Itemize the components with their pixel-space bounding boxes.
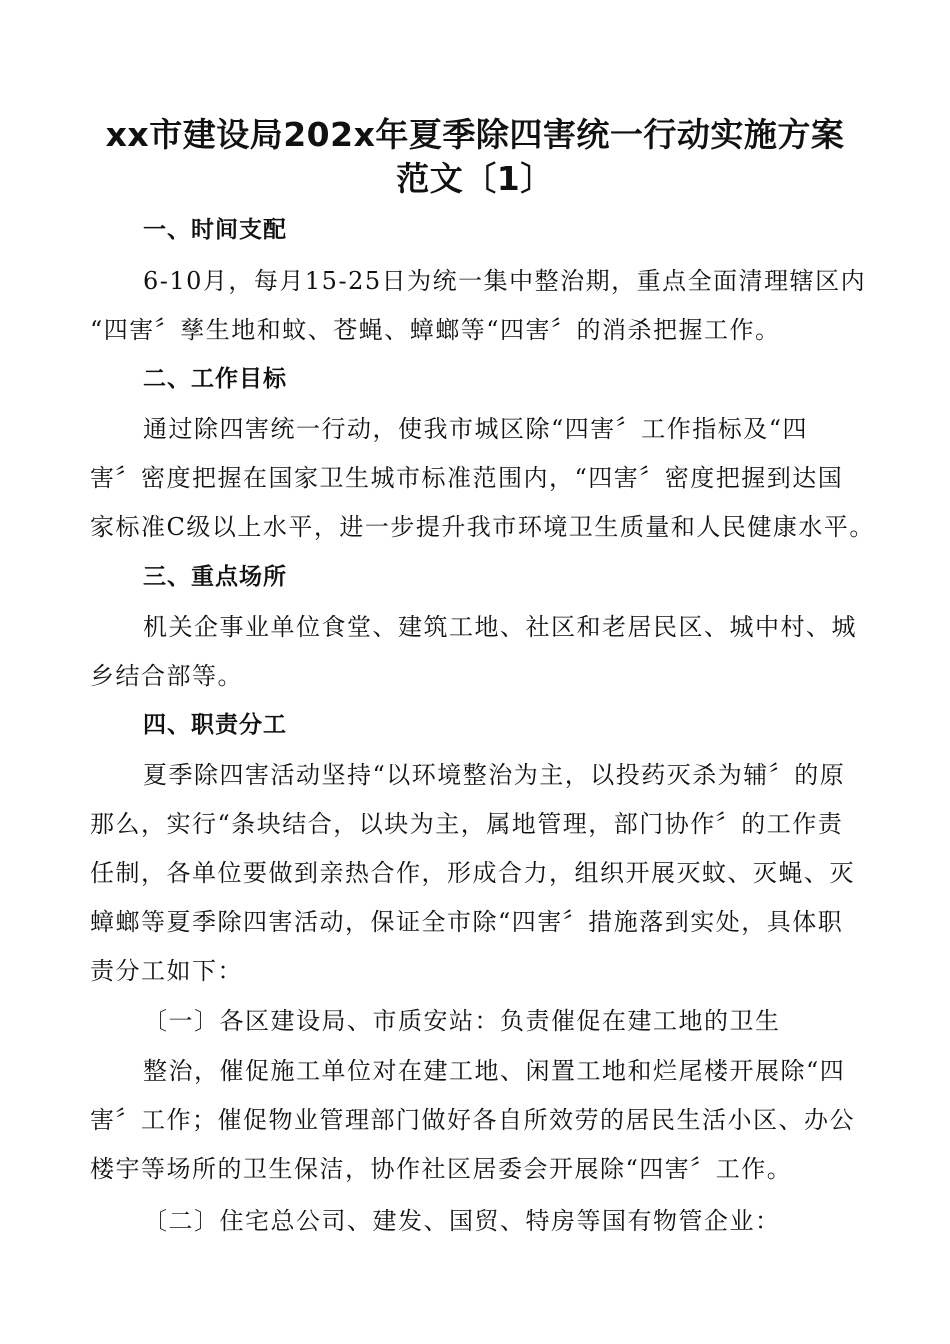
section-heading-responsibilities: 四、职责分工 [143, 712, 287, 738]
section-heading-key-places: 三、重点场所 [143, 564, 287, 590]
paragraph-line: 机关企事业单位食堂、建筑工地、社区和老居民区、城中村、城 [143, 613, 857, 641]
paragraph-line: 任制，各单位要做到亲热合作，形成合力，组织开展灭蚊、灭蝇、灭 [90, 859, 855, 887]
paragraph-line: 那么，实行“条块结合，以块为主，属地管理，部门协作〞的工作责 [90, 810, 844, 838]
paragraph-line: 责分工如下： [90, 957, 243, 985]
paragraph-line: 楼宇等场所的卫生保洁，协作社区居委会开展除“四害〞工作。 [90, 1155, 793, 1183]
paragraph-line: 蟑螂等夏季除四害活动，保证全市除“四害〞措施落到实处，具体职 [90, 908, 844, 936]
subsection-line: 〔二〕住宅总公司、建发、国贸、特房等国有物管企业： [143, 1207, 781, 1235]
section-heading-goals: 二、工作目标 [143, 366, 287, 392]
paragraph-line: 乡结合部等。 [90, 662, 243, 690]
paragraph-line: 害〞密度把握在国家卫生城市标准范围内，“四害〞密度把握到达国 [90, 464, 844, 492]
document-title-line-2: 范文〔1〕 [396, 159, 554, 198]
paragraph-line: 家标准C级以上水平，进一步提升我市环境卫生质量和人民健康水平。 [90, 513, 875, 541]
paragraph-line: 6-10月，每月15-25日为统一集中整治期，重点全面清理辖区内 [143, 267, 867, 295]
subsection-line: 〔一〕各区建设局、市质安站：负责催促在建工地的卫生 [143, 1007, 781, 1035]
document-title-line-1: xx市建设局202x年夏季除四害统一行动实施方案 [105, 115, 845, 154]
section-heading-schedule: 一、时间支配 [143, 217, 287, 243]
paragraph-line: “四害〞孳生地和蚊、苍蝇、蟑螂等“四害〞的消杀把握工作。 [90, 316, 781, 344]
paragraph-line: 通过除四害统一行动，使我市城区除“四害〞工作指标及“四 [143, 415, 809, 443]
paragraph-line: 整治，催促施工单位对在建工地、闲置工地和烂尾楼开展除“四 [143, 1057, 846, 1085]
paragraph-line: 害〞工作；催促物业管理部门做好各自所效劳的居民生活小区、办公 [90, 1106, 855, 1134]
paragraph-line: 夏季除四害活动坚持“以环境整治为主，以投药灭杀为辅〞的原 [143, 761, 846, 789]
